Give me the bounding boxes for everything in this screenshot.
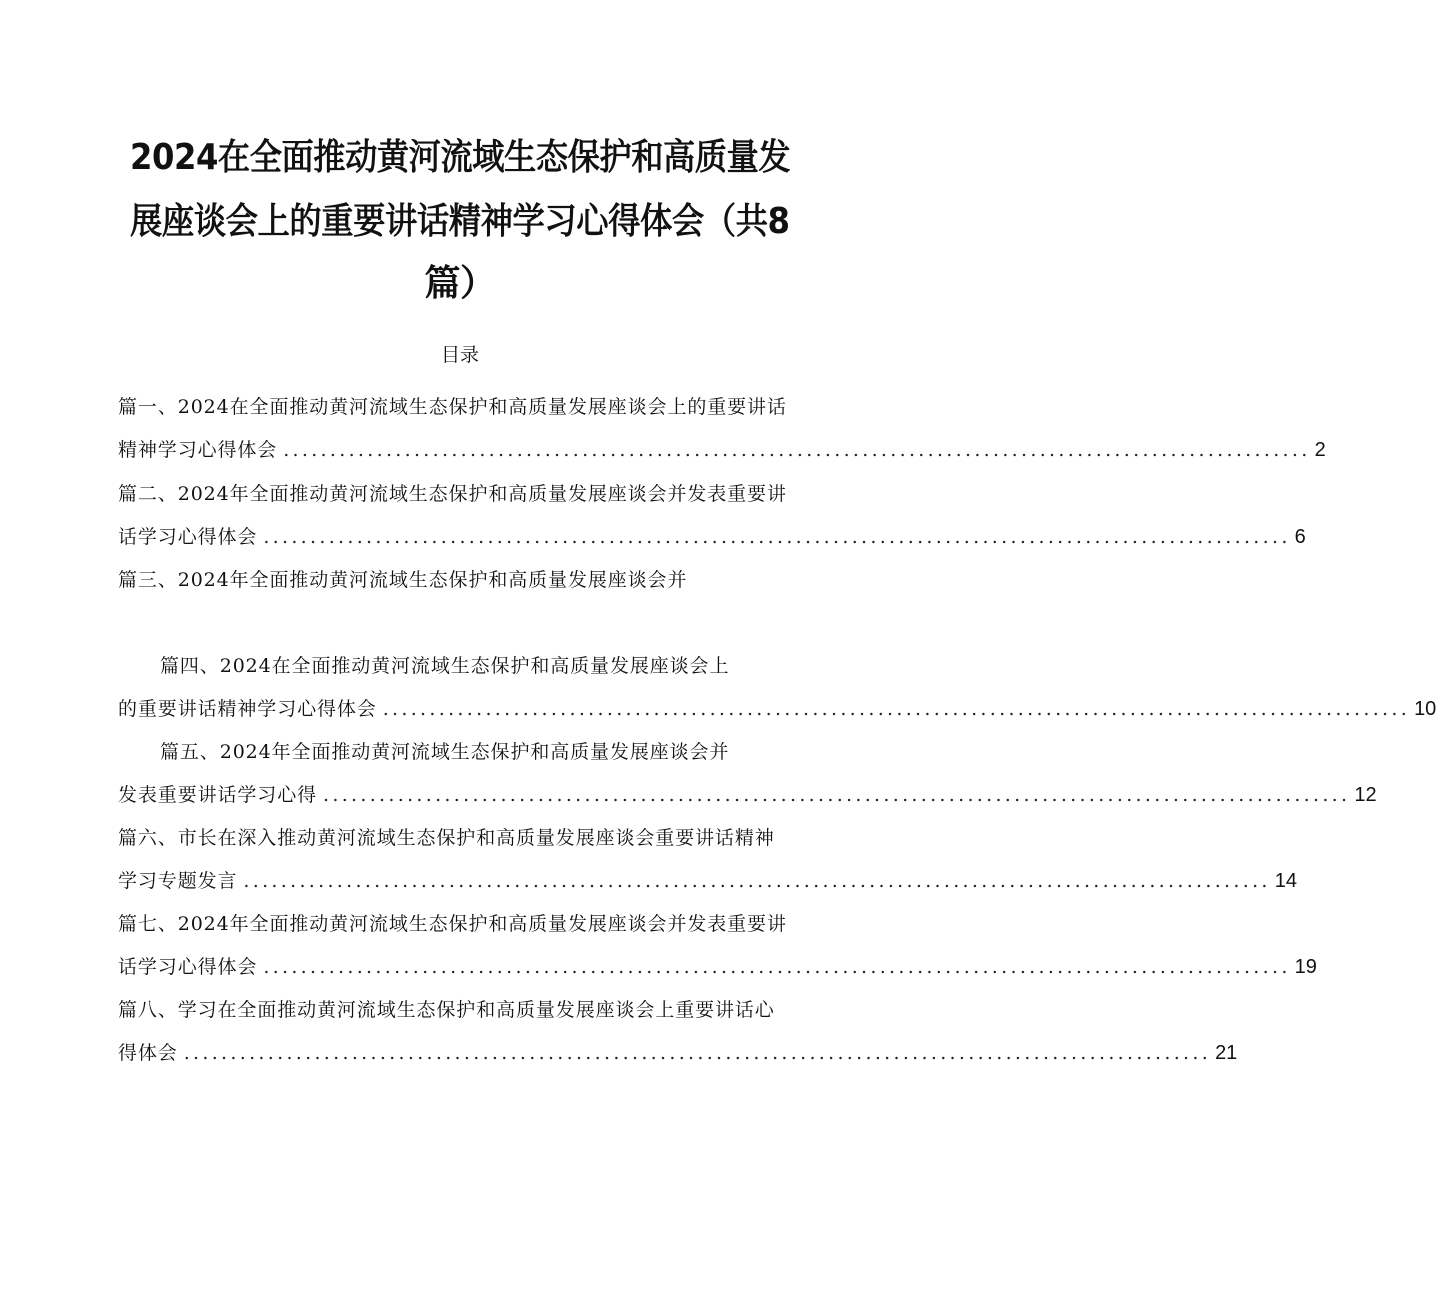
dot-leader: .............................................................................................................. <box>183 1042 1212 1064</box>
toc-entry-5-line[interactable] <box>118 782 1377 808</box>
toc-entry-2-page: 6 <box>1294 526 1306 548</box>
toc-heading: 目录 <box>440 344 479 366</box>
toc-entry-6-title-cont: 学习专题发言 <box>118 870 238 892</box>
toc-entry-2-title-cont: 话学习心得体会 <box>118 526 258 548</box>
toc-entry-7-page: 19 <box>1294 956 1317 978</box>
toc-entry-3-title[interactable]: 篇三、2024年全面推动黄河流域生态保护和高质量发展座谈会并 <box>118 569 688 591</box>
toc-entry-7-title[interactable]: 篇七、2024年全面推动黄河流域生态保护和高质量发展座谈会并发表重要讲 <box>118 913 787 935</box>
toc-entry-6-title[interactable]: 篇六、市长在深入推动黄河流域生态保护和高质量发展座谈会重要讲话精神 <box>118 827 775 849</box>
dot-leader: .............................................................................................................. <box>323 784 1351 806</box>
toc-entry-7-title-cont: 话学习心得体会 <box>118 956 258 978</box>
toc-entry-6-page: 14 <box>1274 870 1298 892</box>
toc-entry-7-line[interactable] <box>118 954 1317 980</box>
title-line-1: 2024在全面推动黄河流域生态保护和高质量发 <box>130 137 791 178</box>
toc-entry-8-title-cont: 得体会 <box>118 1042 178 1064</box>
dot-leader: .............................................................................................................. <box>263 526 1291 548</box>
toc-entry-4-title-cont: 的重要讲话精神学习心得体会 <box>118 698 377 720</box>
toc-entry-2-title[interactable]: 篇二、2024年全面推动黄河流域生态保护和高质量发展座谈会并发表重要讲 <box>118 483 787 505</box>
toc-entry-1-title-cont: 精神学习心得体会 <box>118 439 278 461</box>
toc-entry-8-title[interactable]: 篇八、学习在全面推动黄河流域生态保护和高质量发展座谈会上重要讲话心 <box>118 999 775 1021</box>
toc-entry-6-line[interactable] <box>118 868 1298 894</box>
toc-entry-4-line[interactable] <box>118 696 1436 722</box>
toc-entry-4-title[interactable]: 篇四、2024在全面推动黄河流域生态保护和高质量发展座谈会上 <box>160 655 730 677</box>
toc-entry-5-title-cont: 发表重要讲话学习心得 <box>118 784 318 806</box>
toc-entry-8-page: 21 <box>1215 1042 1238 1064</box>
toc-entry-1-title[interactable]: 篇一、2024在全面推动黄河流域生态保护和高质量发展座谈会上的重要讲话 <box>118 396 787 418</box>
toc-entry-5-page: 12 <box>1354 784 1377 806</box>
toc-entry-8-line[interactable] <box>118 1040 1238 1066</box>
toc-entry-5-title[interactable]: 篇五、2024年全面推动黄河流域生态保护和高质量发展座谈会并 <box>160 741 730 763</box>
toc-entry-4-page: 10 <box>1414 698 1436 720</box>
toc-entry-2-line[interactable] <box>118 524 1306 550</box>
dot-leader: .............................................................................................................. <box>283 439 1311 461</box>
toc-entry-1-page: 2 <box>1314 439 1326 461</box>
title-line-3: 篇） <box>424 263 496 304</box>
dot-leader: .............................................................................................................. <box>243 870 1271 892</box>
dot-leader: .............................................................................................................. <box>382 698 1411 720</box>
toc-entry-1-line[interactable] <box>118 437 1326 463</box>
dot-leader: .............................................................................................................. <box>263 956 1291 978</box>
title-line-2: 展座谈会上的重要讲话精神学习心得体会（共8 <box>130 201 790 242</box>
